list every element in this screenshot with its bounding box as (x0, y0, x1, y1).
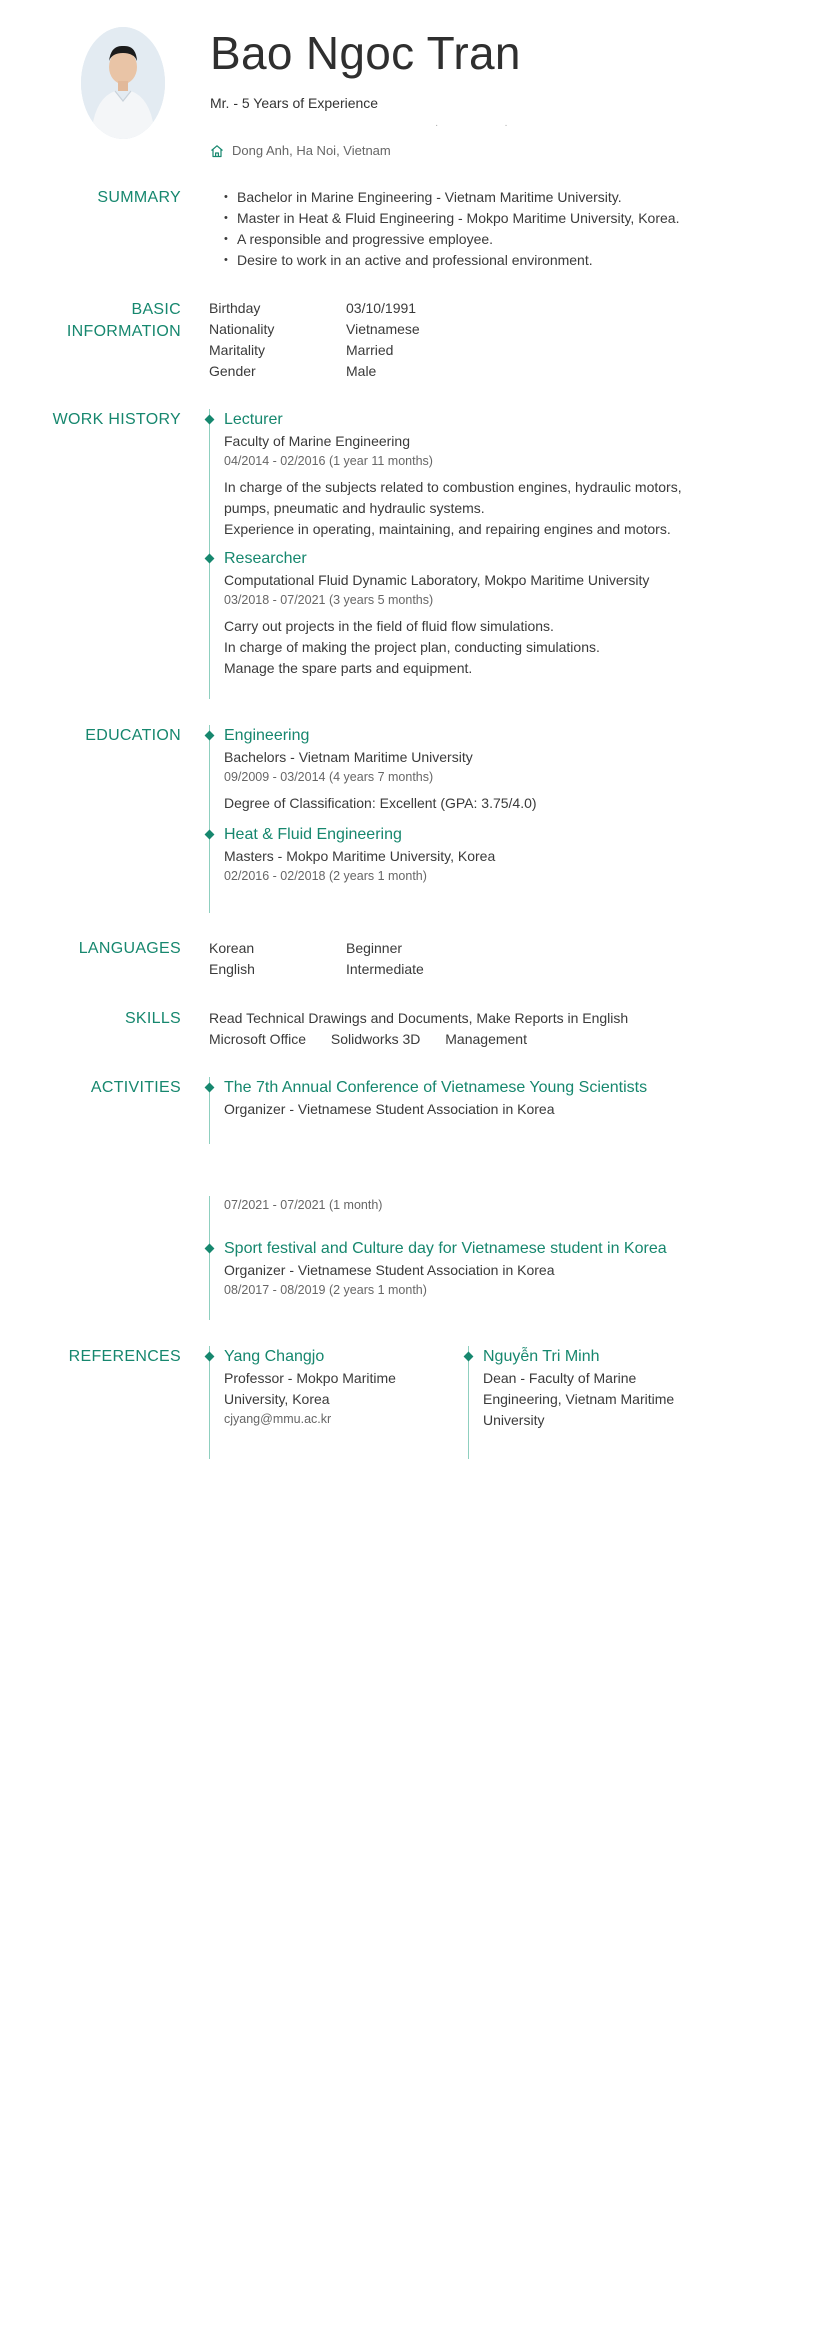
activity-title: Sport festival and Culture day for Vietnamese student in Korea (224, 1240, 667, 1257)
work-description (224, 477, 729, 540)
education-dates: 02/2016 - 02/2018 (2 years 1 month) (224, 869, 427, 883)
education-timeline (209, 725, 729, 913)
work-description-line: In charge of the subjects related to combustion engines, hydraulic motors, (224, 479, 682, 495)
basic-info-row (209, 361, 420, 382)
education-title: Engineering (224, 727, 310, 744)
reference-card (209, 1346, 444, 1459)
summary-item: • Desire to work in an active and professional environment. (224, 250, 679, 271)
basic-info-value: Married (346, 342, 394, 358)
home-icon (210, 144, 224, 158)
candidate-name: Bao Ngoc Tran (210, 27, 521, 79)
section-summary-label: SUMMARY (97, 189, 181, 206)
activity-dates: 08/2017 - 08/2019 (2 years 1 month) (224, 1283, 427, 1297)
basic-info-value: Vietnamese (346, 321, 420, 337)
reference-position: University, Korea (224, 1391, 330, 1407)
basic-info-value: Male (346, 363, 377, 379)
education-institution: Bachelors - Vietnam Maritime University (224, 749, 473, 765)
basic-info-row (209, 298, 420, 319)
education-description: Degree of Classification: Excellent (GPA: 3.75/4.0) (224, 795, 537, 811)
activity-entry (210, 1077, 729, 1120)
work-title: Researcher (224, 550, 307, 567)
activity-title: The 7th Annual Conference of Vietnamese Young Scientists (224, 1079, 648, 1096)
work-description-line: In charge of making the project plan, conducting simulations. (224, 639, 600, 655)
summary-list (224, 187, 679, 271)
section-activities-label: ACTIVITIES (90, 1079, 181, 1096)
reference-position: Engineering, Vietnam Maritime (483, 1391, 675, 1407)
work-title: Lecturer (224, 411, 283, 428)
language-name: Korean (209, 940, 255, 956)
activity-entry-continued (210, 1196, 729, 1215)
work-entry (210, 548, 729, 679)
skills-items (209, 1029, 628, 1050)
work-dates: 04/2014 - 02/2016 (1 year 11 months) (224, 454, 433, 468)
timeline-diamond-icon (204, 830, 214, 840)
work-dates: 03/2018 - 07/2021 (3 years 5 months) (224, 593, 434, 607)
summary-item: • Master in Heat & Fluid Engineering - Mokpo Maritime University, Korea. (224, 208, 679, 229)
language-level: Beginner (346, 940, 403, 956)
reference-position: Dean - Faculty of Marine (483, 1370, 637, 1386)
language-row (209, 959, 424, 980)
activity-role: Organizer - Vietnamese Student Association in Korea (224, 1262, 555, 1278)
decorative-dots: ·· (435, 120, 574, 131)
section-basic-info-line2: INFORMATION (66, 323, 181, 340)
work-description-line: pumps, pneumatic and hydraulic systems. (224, 500, 485, 516)
activity-entry (210, 1238, 729, 1300)
timeline-diamond-icon (204, 554, 214, 564)
section-basic-info-line1: BASIC (131, 301, 181, 318)
timeline-diamond-icon (204, 731, 214, 741)
basic-info-key: Nationality (209, 321, 275, 337)
education-dates: 09/2009 - 03/2014 (4 years 7 months) (224, 770, 434, 784)
timeline-diamond-icon (204, 1352, 214, 1362)
education-title: Heat & Fluid Engineering (224, 826, 402, 843)
work-organization: Faculty of Marine Engineering (224, 433, 410, 449)
languages-table (209, 938, 424, 980)
work-organization: Computational Fluid Dynamic Laboratory, Mokpo Maritime University (224, 572, 650, 588)
language-row (209, 938, 424, 959)
basic-info-value: 03/10/1991 (346, 300, 417, 316)
address-text: Dong Anh, Ha Noi, Vietnam (232, 143, 391, 158)
section-basic-info-label (67, 299, 181, 343)
activities-timeline-part1 (209, 1077, 729, 1144)
section-education-label: EDUCATION (85, 727, 181, 744)
education-entry (210, 725, 729, 814)
profile-photo (81, 27, 165, 139)
reference-email: cjyang@mmu.ac.kr (224, 1412, 332, 1426)
skills-line: Read Technical Drawings and Documents, Make Reports in English (209, 1010, 629, 1026)
section-work-history-label: WORK HISTORY (52, 411, 181, 428)
basic-info-row (209, 340, 420, 361)
summary-item: • A responsible and progressive employee. (224, 229, 679, 250)
skill-item: Microsoft Office (209, 1031, 306, 1047)
timeline-diamond-icon (463, 1352, 473, 1362)
work-description-line: Manage the spare parts and equipment. (224, 660, 473, 676)
work-entry (210, 409, 729, 540)
language-name: English (209, 961, 255, 977)
activities-timeline-part2 (209, 1196, 729, 1320)
section-languages-label: LANGUAGES (78, 940, 181, 957)
timeline-diamond-icon (204, 415, 214, 425)
work-description-line: Experience in operating, maintaining, and repairing engines and motors. (224, 521, 671, 537)
reference-name: Nguyễn Tri Minh (483, 1348, 600, 1365)
basic-info-row (209, 319, 420, 340)
work-description (224, 616, 729, 679)
address-row (210, 143, 391, 158)
work-timeline (209, 409, 729, 699)
basic-info-key: Maritality (209, 342, 266, 358)
summary-item: • Bachelor in Marine Engineering - Vietnam Maritime University. (224, 187, 679, 208)
reference-position: Professor - Mokpo Maritime (224, 1370, 396, 1386)
activity-role: Organizer - Vietnamese Student Association in Korea (224, 1101, 555, 1117)
section-references-label: REFERENCES (68, 1348, 181, 1365)
basic-info-key: Birthday (209, 300, 261, 316)
skill-item: Solidworks 3D (330, 1031, 421, 1047)
education-institution: Masters - Mokpo Maritime University, Korea (224, 848, 496, 864)
section-skills-label: SKILLS (124, 1010, 181, 1027)
activity-dates: 07/2021 - 07/2021 (1 month) (224, 1198, 383, 1212)
basic-info-key: Gender (209, 363, 256, 379)
language-level: Intermediate (346, 961, 424, 977)
skills-block (209, 1008, 628, 1050)
candidate-headline: Mr. - 5 Years of Experience (210, 95, 379, 111)
education-entry (210, 824, 729, 886)
work-description-line: Carry out projects in the field of fluid flow simulations. (224, 618, 554, 634)
reference-name: Yang Changjo (224, 1348, 325, 1365)
skill-item: Management (445, 1031, 527, 1047)
basic-info-table (209, 298, 420, 382)
reference-card (468, 1346, 703, 1459)
timeline-diamond-icon (204, 1083, 214, 1093)
person-portrait-icon (81, 27, 165, 139)
reference-position: University (483, 1412, 545, 1428)
timeline-diamond-icon (204, 1244, 214, 1254)
